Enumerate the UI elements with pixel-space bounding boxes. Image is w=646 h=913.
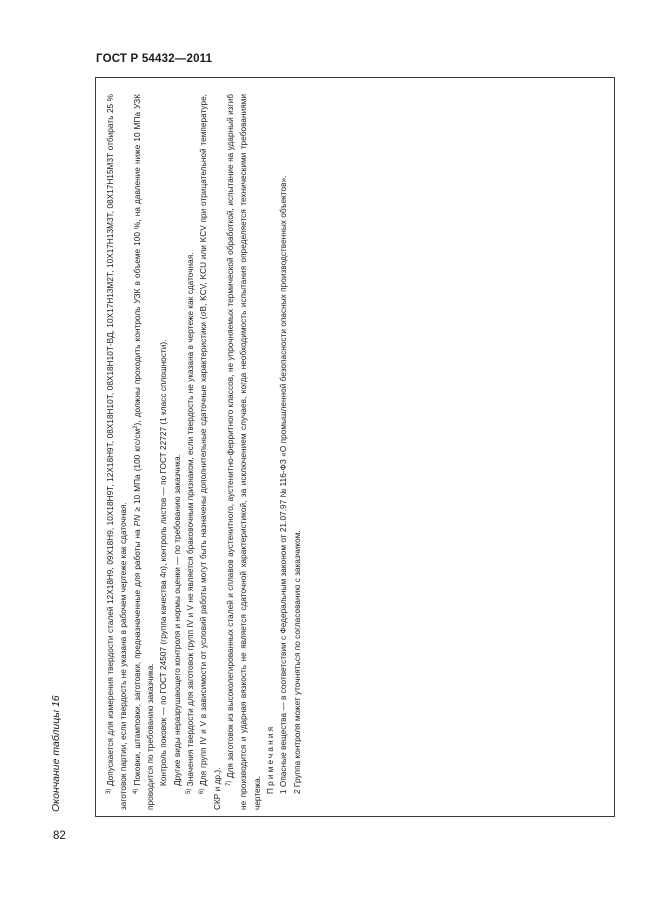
footnote-text: Допускается для измерения твердости сталей 12Х18Н9, 09Х18Н9, 10Х18Н9Т, 12Х18Н9Т, 08Х18Н10Т, 08Х18Н10Т-ВД, 10Х17Н13М2Т, 10Х17Н13М3Т, 08Х17Н15М3Т отбирать 25 % заготовок партии, если твердость не указана в рабочем чертеже как сдаточная. [106, 94, 129, 810]
nominal-pressure-symbol: PN [132, 514, 142, 527]
footnote-mark: 5) [186, 788, 193, 794]
footnote-mark: 4) [132, 788, 139, 794]
footnote-4-control: Контроль поковок — по ГОСТ 24507 (группа качества 4n), контроль листов — по ГОСТ 22727 (1 класс сплошности). [159, 339, 169, 786]
table-continuation-caption: Окончание таблицы 16 [50, 695, 62, 812]
page-number: 82 [53, 830, 66, 842]
footnote-text: Для заготовок из высоколегированных сталей и сплавов аустенитного, аустенитно-ферритного классов, не упрочняемых термической обработкой, испытание на ударный изгиб не производится и ударная вязкость не является сдаточной характеристикой, за исключением случаев, когда необходимость испытания определяется техническими требованиями чертежа. [226, 93, 262, 810]
footnote-text: Для групп IV и V в зависимости от условий работы могут быть назначены дополнительные сдаточные характеристики (σВ, KCV, KCU или KCV при отрицательной температуре, СКР и др.). [199, 93, 222, 810]
footnote-4 [131, 94, 158, 810]
footnote-7 [224, 94, 264, 810]
superscript: 2 [132, 425, 139, 429]
footnote-mark: 6) [199, 788, 206, 794]
footnote-4-other: Другие виды неразрушающего контроля и нормы оценки — по требованию заказчика. [172, 453, 182, 786]
note-item: 2 Группа контроля может уточняться по согласованию с заказчиком. [292, 530, 302, 794]
rotated-footnotes-block [96, 78, 614, 816]
footnote-text: Значения твердости для заготовок групп IV и V не является браковочным признаком, если твердость не указана в чертеже как сдаточная. [186, 252, 196, 787]
standard-header: ГОСТ Р 54432—2011 [96, 53, 213, 65]
note-item: 1 Опасные вещества — в соответствии с Федеральным законом от 21.07.97 № 116-ФЗ «О промышленной безопасности опасных производственных объектов». [279, 175, 289, 794]
footnote-mark: 7) [226, 780, 233, 786]
footnote-text: Поковки, штамповки, заготовки, предназначенные для работы на [132, 529, 142, 786]
footnote-text: ≥ 10 МПа (100 кгс/см [132, 428, 142, 512]
footnote-text: ), должны проходить контроль УЗК в объеме 100 %, на давление ниже 10 МПа УЗК проводится по требованию заказчика. [132, 93, 156, 810]
footnote-6 [197, 94, 224, 810]
footnote-mark: 3) [106, 788, 112, 794]
footnote-5 [184, 94, 197, 810]
notes-title: Примечания [266, 724, 276, 794]
footnote-3 [104, 94, 131, 810]
